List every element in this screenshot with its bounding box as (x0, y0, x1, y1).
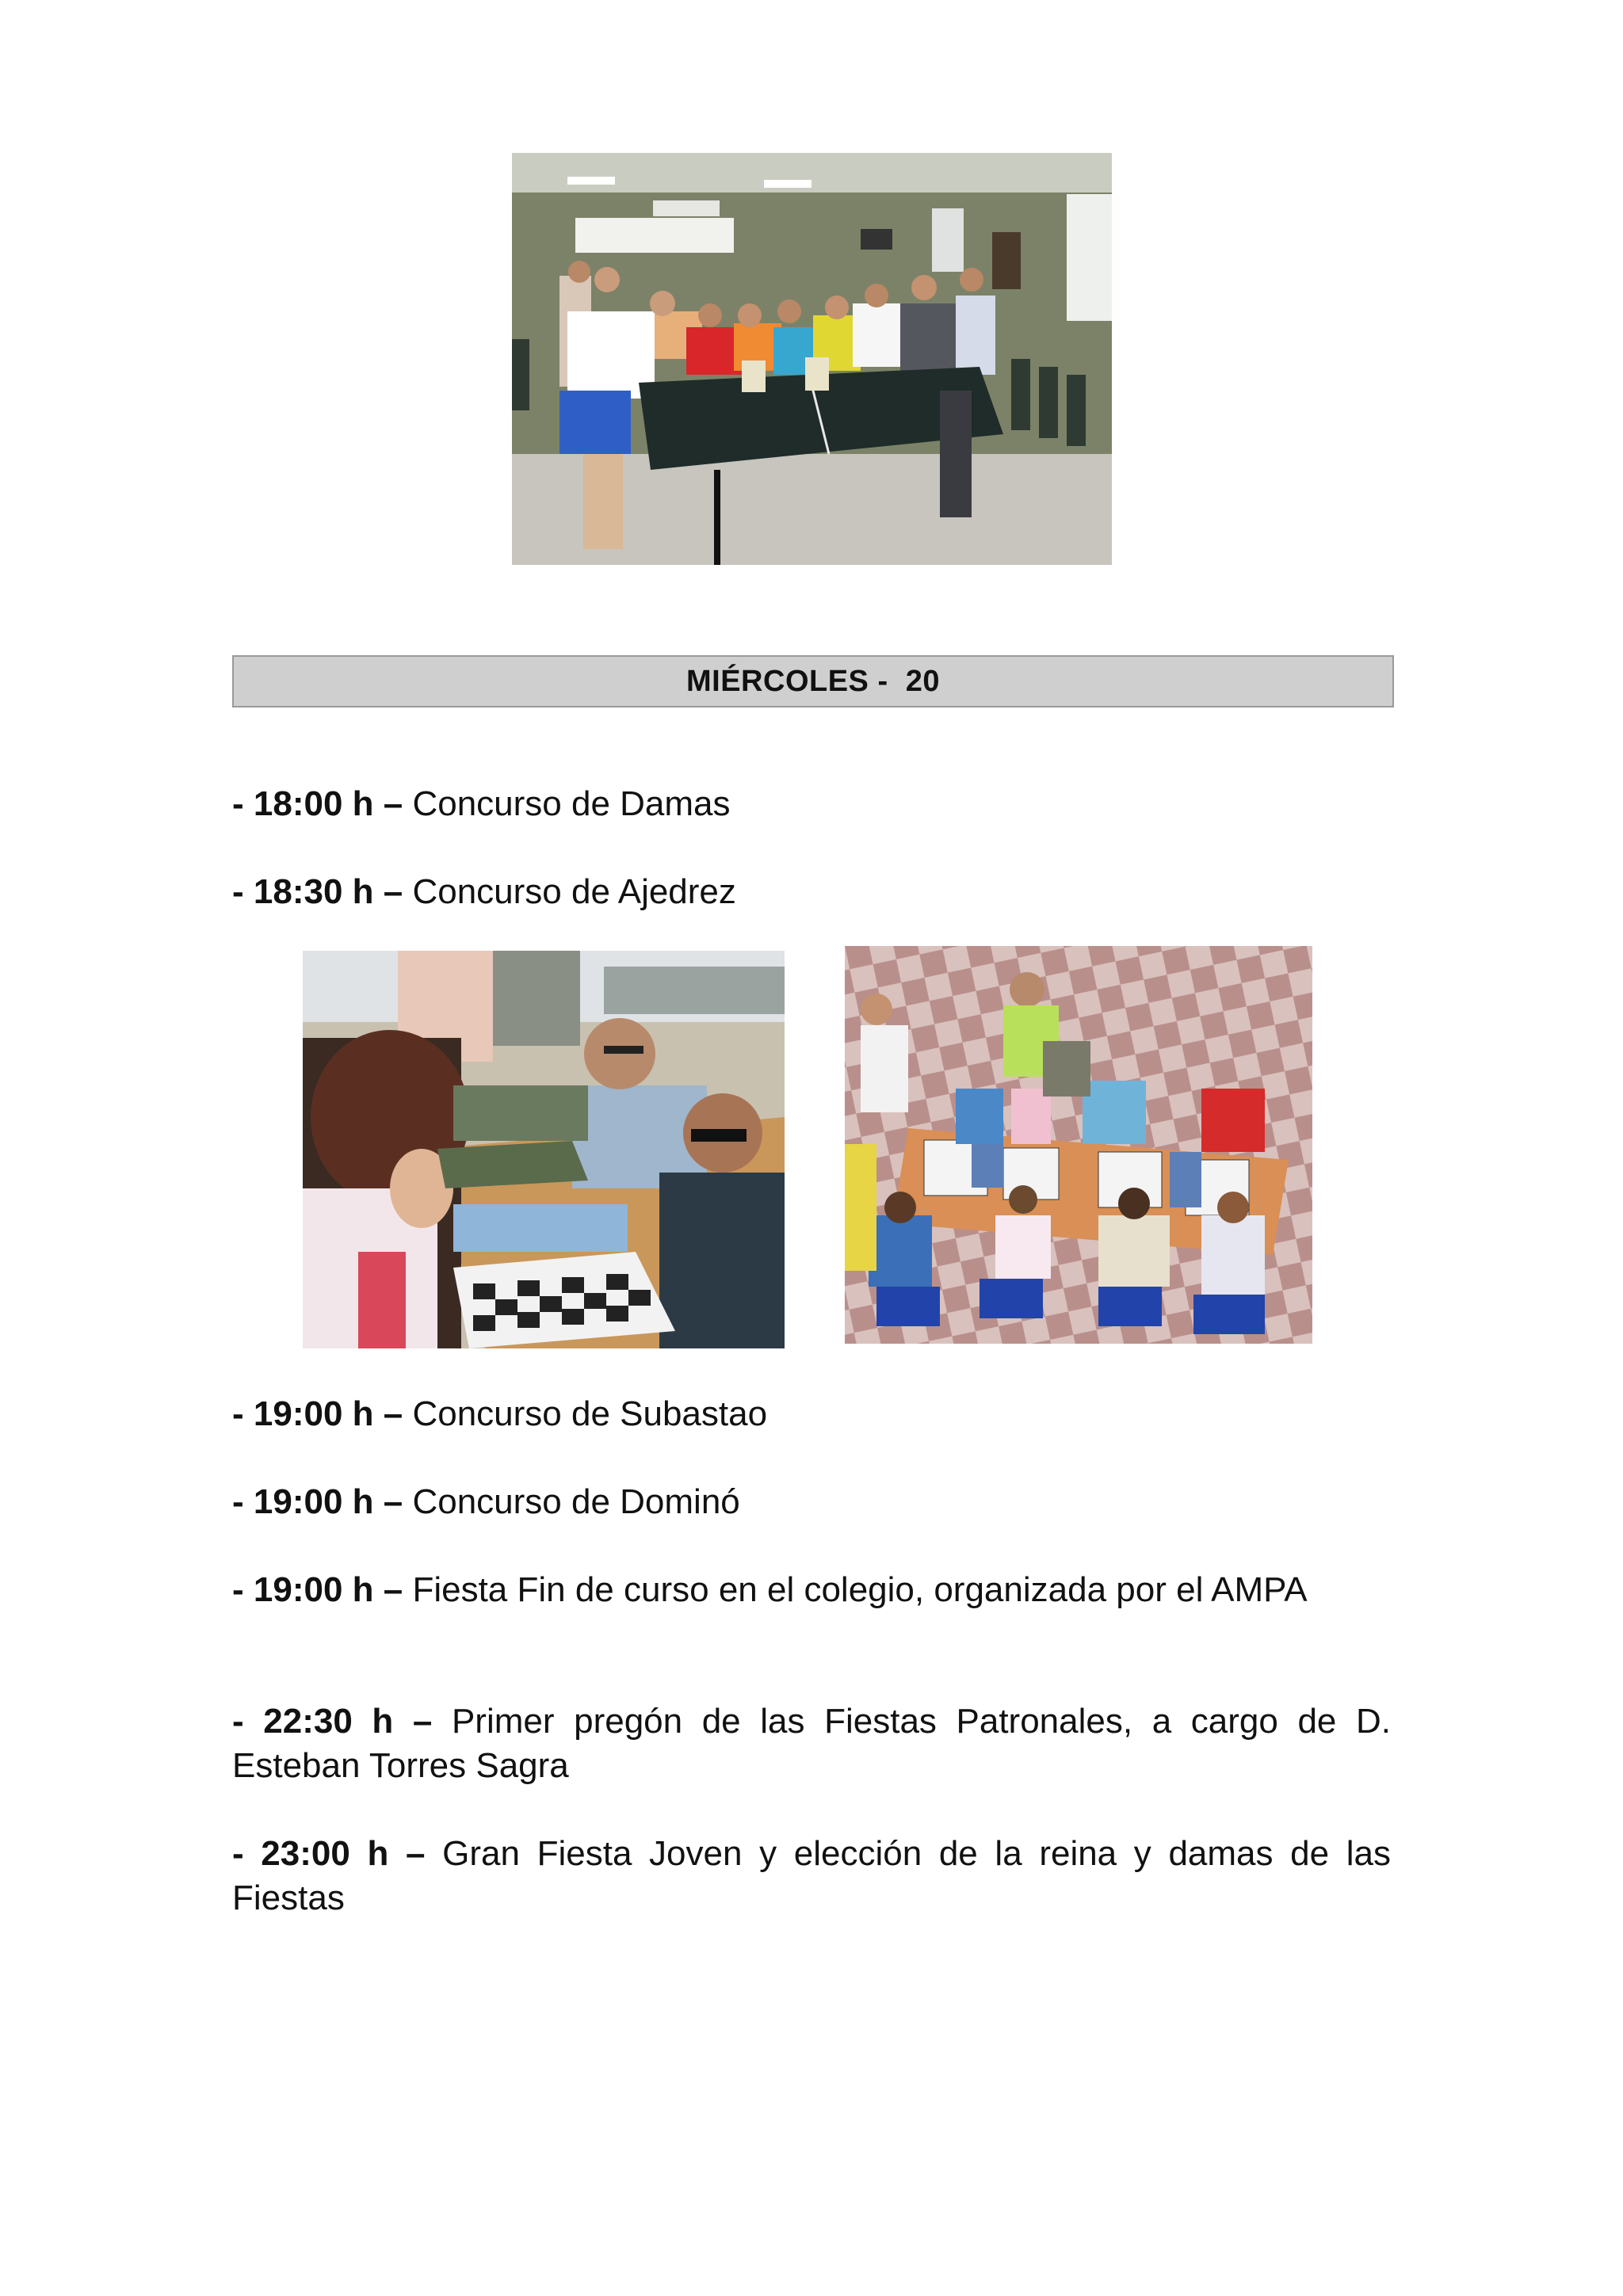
day-header (232, 655, 1394, 707)
event-item (232, 870, 1391, 914)
event-text: Primer pregón de las Fiestas Patronales, a cargo de D. Esteban Torres Sagra (232, 1702, 1391, 1785)
event-text: Concurso de Subastao (403, 1394, 768, 1433)
event-text: Fiesta Fin de curso en el colegio, organizada por el AMPA (403, 1570, 1308, 1609)
event-time: - 23:00 h – (232, 1834, 426, 1873)
day-header-label: MIÉRCOLES - 20 (686, 664, 940, 698)
event-time: - 19:00 h – (232, 1570, 403, 1609)
event-time: - 18:30 h – (232, 872, 403, 911)
event-time: - 19:00 h – (232, 1482, 403, 1521)
photo-chess-overhead (845, 946, 1312, 1344)
event-item (232, 782, 1391, 826)
event-item (232, 1699, 1391, 1788)
event-text: Gran Fiesta Joven y elección de la reina y damas de las Fiestas (232, 1834, 1391, 1917)
event-time: - 22:30 h – (232, 1702, 433, 1741)
event-item (232, 1480, 1391, 1524)
photo-chess-players-closeup (303, 951, 785, 1348)
event-text: Concurso de Damas (403, 784, 731, 823)
photo-pingpong-group (512, 153, 1112, 565)
event-item (232, 1392, 1391, 1436)
event-text: Concurso de Ajedrez (403, 872, 736, 911)
event-item (232, 1832, 1391, 1920)
event-time: - 18:00 h – (232, 784, 403, 823)
event-item (232, 1568, 1391, 1612)
event-text: Concurso de Dominó (403, 1482, 740, 1521)
event-time: - 19:00 h – (232, 1394, 403, 1433)
